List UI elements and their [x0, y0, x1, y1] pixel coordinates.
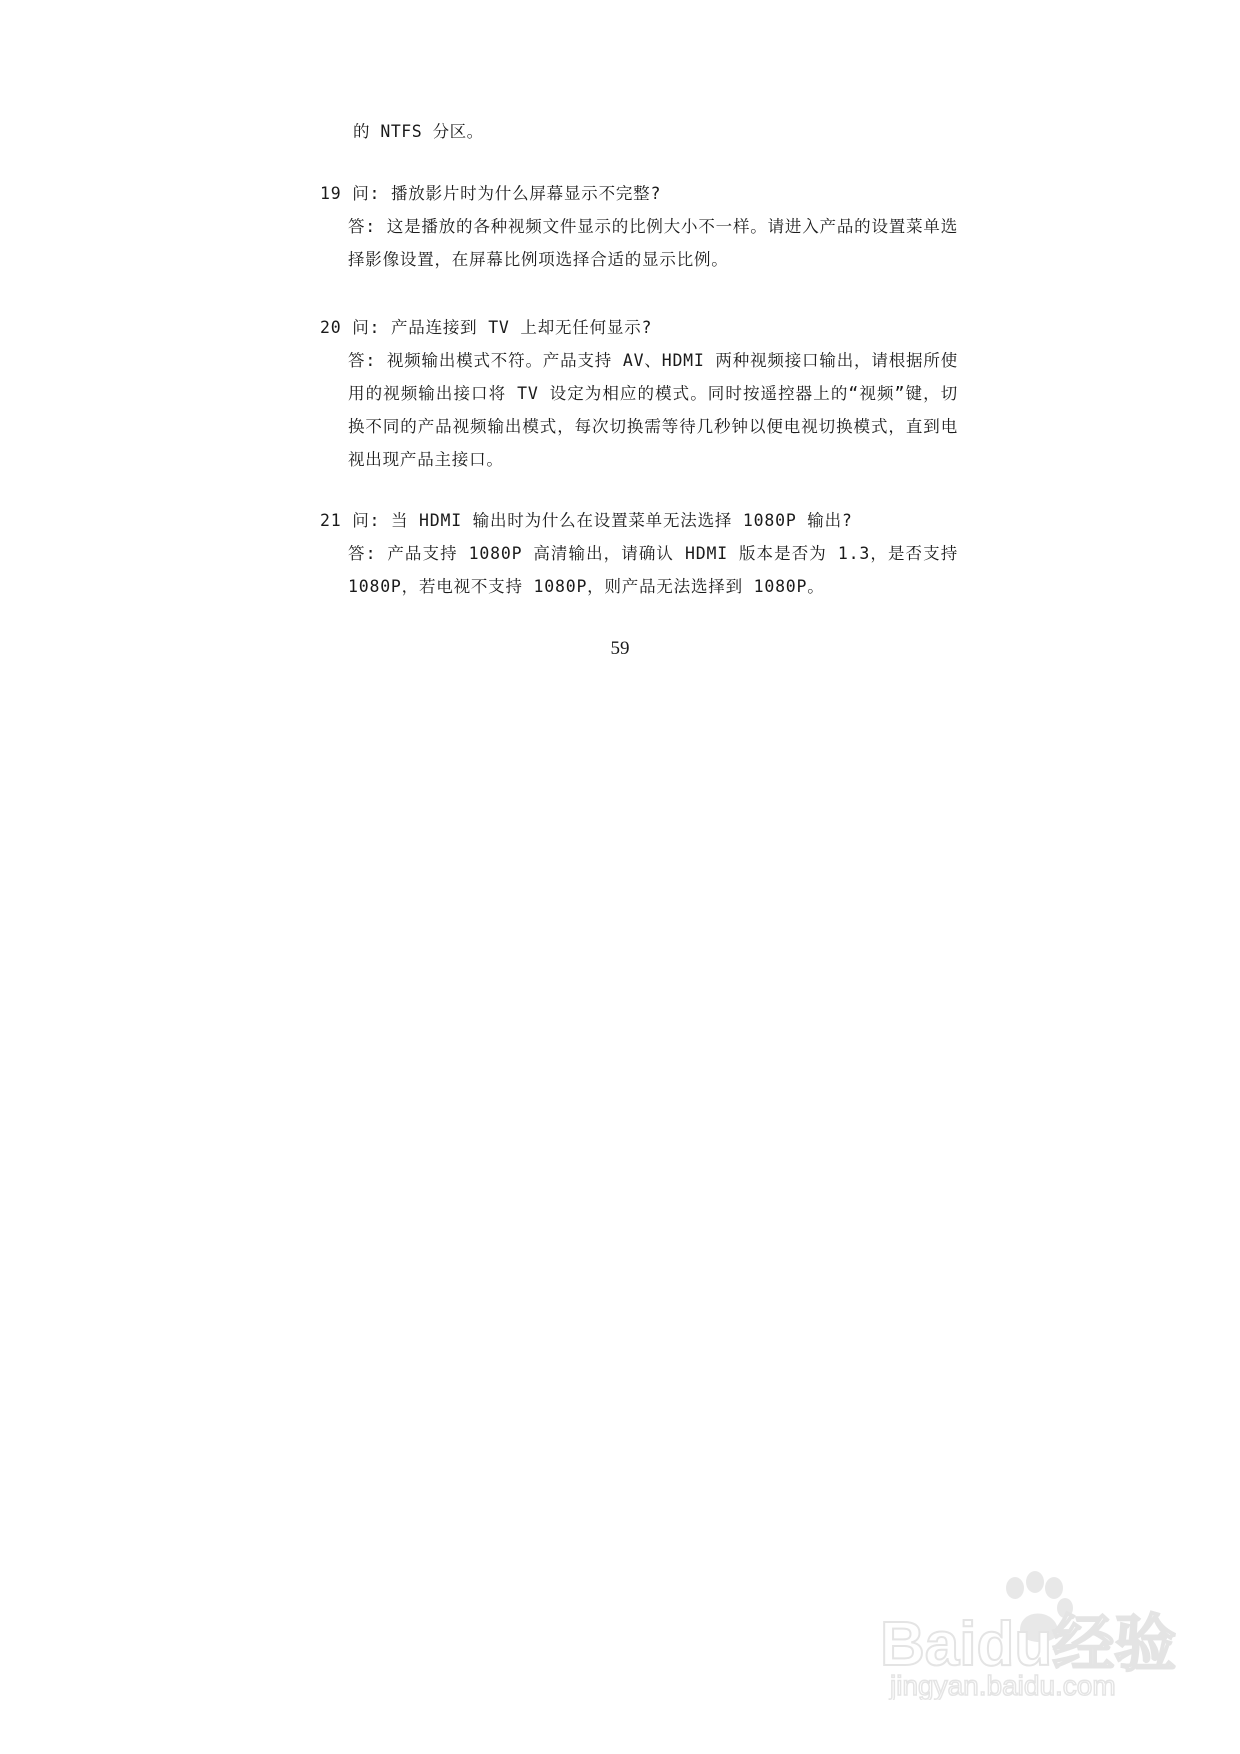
qa-item	[320, 312, 960, 476]
baidu-watermark-logo	[880, 1570, 1180, 1700]
svg-text:Baidu经验: Baidu经验	[880, 1610, 1177, 1679]
svg-text:jingyan.baidu.com: jingyan.baidu.com	[890, 1670, 1116, 1700]
question-text: 20 问: 产品连接到 TV 上却无任何显示?	[320, 318, 653, 337]
qa-item	[320, 178, 960, 276]
answer-text: 答: 这是播放的各种视频文件显示的比例大小不一样。请进入产品的设置菜单选择影像设置，在屏幕比例项选择合适的显示比例。	[348, 217, 958, 269]
continuation-text: 的 NTFS 分区。	[353, 122, 484, 141]
qa-item	[320, 505, 960, 603]
answer-text: 答: 视频输出模式不符。产品支持 AV、HDMI 两种视频接口输出，请根据所使用的视频输出接口将 TV 设定为相应的模式。同时按遥控器上的“视频”键，切换不同的产品视频输出模式，每次切换需等待几秒钟以便电视切换模式，直到电视出现产品主接口。	[348, 351, 958, 469]
page-number: 59	[610, 638, 630, 659]
answer-text: 答: 产品支持 1080P 高清输出，请确认 HDMI 版本是否为 1.3，是否支持 1080P，若电视不支持 1080P，则产品无法选择到 1080P。	[348, 544, 958, 596]
question-text: 21 问: 当 HDMI 输出时为什么在设置菜单无法选择 1080P 输出?	[320, 511, 853, 530]
question-text: 19 问: 播放影片时为什么屏幕显示不完整?	[320, 184, 662, 203]
